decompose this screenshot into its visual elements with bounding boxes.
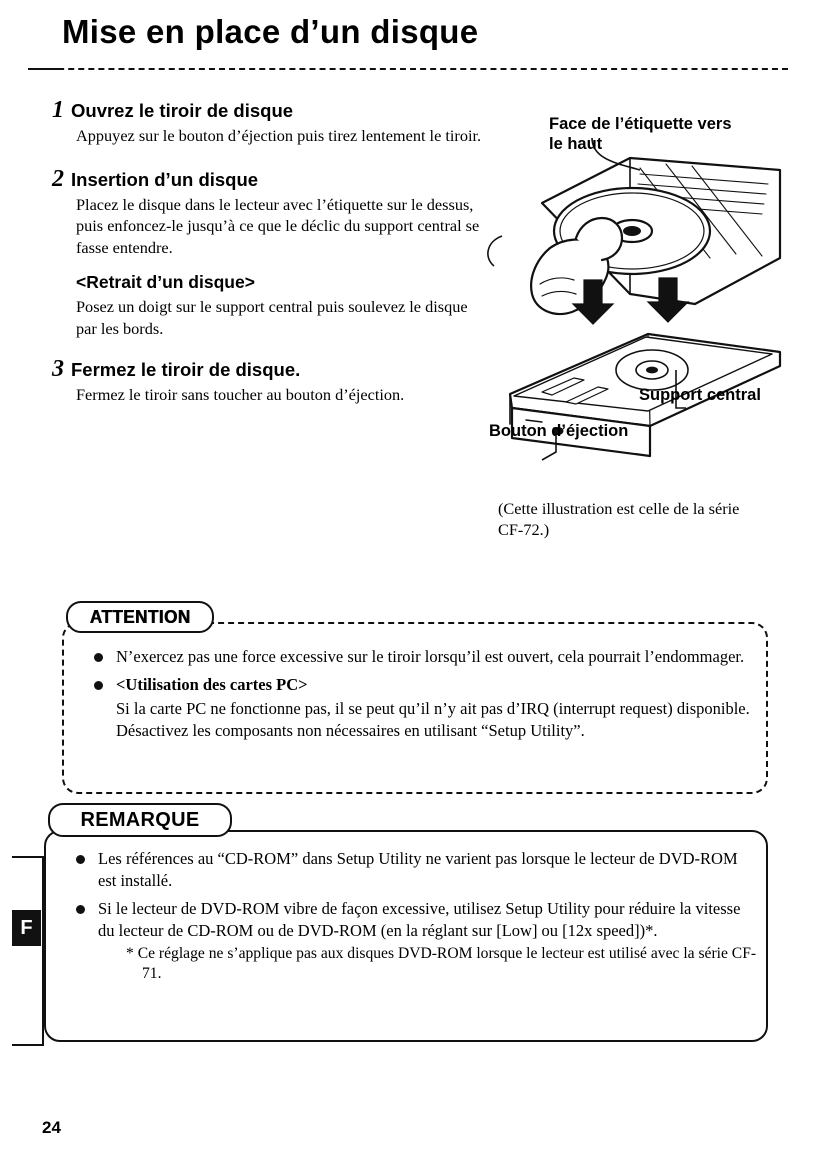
step-2-body: Placez le disque dans le lecteur avec l’étiquette sur le dessus, puis enfoncez-le jusqu’à ce que le déclic du support central se fasse entendre. — [76, 194, 480, 257]
label-support-central: Support central — [639, 386, 761, 404]
label-face-etiquette: Face de l’étiquette vers le haut — [549, 115, 732, 153]
spacer — [52, 343, 492, 357]
margin-tab-outline — [12, 856, 44, 1046]
remark-footnote: * Ce réglage ne s’applique pas aux disques DVD-ROM lorsque le lecteur est utilisé avec la série CF-71. — [126, 944, 757, 983]
illustration-caption: (Cette illustration est celle de la série CF-72.) — [498, 499, 740, 540]
remark-bullet-2-text: Si le lecteur de DVD-ROM vibre de façon excessive, utilisez Setup Utility pour réduire la vitesse du lecteur de CD-ROM ou de DVD-ROM (en la réglant sur [Low] ou [12x speed])*. — [98, 898, 741, 940]
caution-bullet-2-heading: <Utilisation des cartes PC> — [116, 674, 308, 694]
step-2-title: Insertion d’un disque — [71, 168, 259, 190]
margin-tab-letter: F — [12, 910, 41, 946]
drive-illustration-svg — [480, 108, 800, 468]
caution-bullet-2 — [92, 674, 756, 742]
steps-list — [52, 98, 492, 410]
drive-illustration — [480, 108, 800, 468]
step-2 — [52, 167, 492, 340]
caution-bullet-1: N’exercez pas une force excessive sur le tiroir lorsqu’il est ouvert, cela pourrait l’endommager. — [92, 646, 756, 668]
step-3-title: Fermez le tiroir de disque. — [71, 359, 301, 380]
caution-tag-label: ATTENTION — [89, 606, 191, 627]
caution-tag — [66, 601, 214, 633]
title-divider-solid — [28, 68, 62, 70]
remark-tag-label: REMARQUE — [80, 808, 200, 831]
step-1-title: Ouvrez le tiroir de disque — [71, 100, 294, 121]
title-block — [62, 14, 762, 50]
remark-bullets — [74, 848, 758, 990]
title-divider-dashed — [28, 68, 788, 70]
step-3-number: 3 — [52, 356, 64, 382]
spacer — [52, 151, 492, 167]
remark-bullet-1: Les références au “CD-ROM” dans Setup Utility ne varient pas lorsque le lecteur de DVD-ROM est installé. — [74, 848, 758, 892]
remark-bullet-2 — [74, 898, 758, 984]
step-1-heading — [52, 98, 492, 122]
step-3 — [52, 357, 492, 406]
step-2-sub-body: Posez un doigt sur le support central puis soulevez le disque par les bords. — [76, 297, 468, 338]
step-2-heading — [52, 167, 492, 191]
step-3-heading — [52, 357, 492, 381]
step-1-number: 1 — [52, 97, 64, 123]
label-bouton-ejection: Bouton d’éjection — [489, 422, 629, 440]
step-2-number: 2 — [52, 165, 64, 192]
step-2-subheading: <Retrait d’un disque> — [76, 272, 255, 292]
step-1-body: Appuyez sur le bouton d’éjection puis tirez lentement le tiroir. — [76, 126, 482, 145]
step-3-body: Fermez le tiroir sans toucher au bouton d’éjection. — [76, 385, 405, 404]
remark-tag — [48, 803, 232, 837]
caution-bullet-2-body: Si la carte PC ne fonctionne pas, il se peut qu’il n’y ait pas d’IRQ (interrupt request) disponible. Désactivez les composants non nécessaires en utilisant “Setup Utility”. — [116, 698, 750, 740]
caution-bullets — [92, 646, 756, 748]
page-title: Mise en place d’un disque — [62, 13, 479, 50]
page-number: 24 — [42, 1118, 61, 1137]
step-1 — [52, 98, 492, 147]
